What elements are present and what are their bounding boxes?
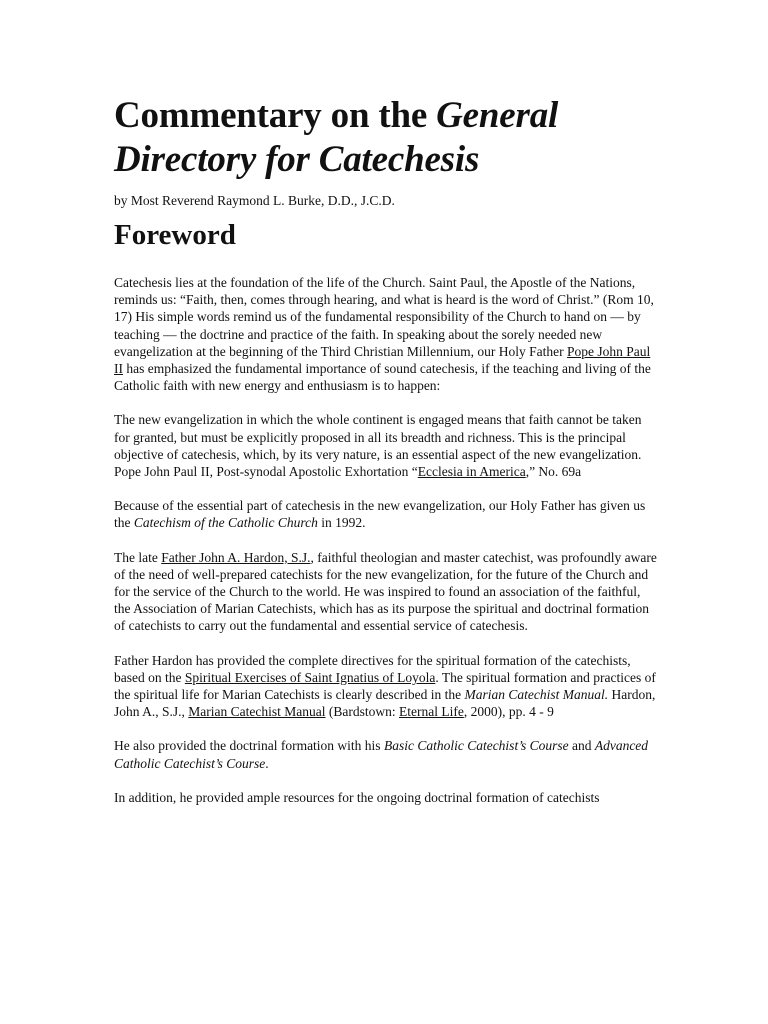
p3-italic: Catechism of the Catholic Church — [133, 515, 318, 531]
document-title — [114, 94, 659, 182]
paragraph-6 — [114, 737, 659, 771]
paragraph-1 — [114, 274, 659, 394]
link-father-john-hardon[interactable]: Father John A. Hardon, S.J. — [161, 549, 311, 565]
p3-text-2: in 1992. — [317, 515, 366, 531]
link-ecclesia-in-america[interactable]: Ecclesia in America — [417, 464, 526, 480]
p5-italic: Marian Catechist Manual. — [464, 687, 609, 703]
title-italic-text: General Directory for Catechesis — [114, 95, 559, 180]
paragraph-5 — [114, 652, 659, 721]
p5-text-4: (Bardstown: — [325, 704, 399, 720]
p5-text-5: , 2000), pp. 4 - 9 — [463, 704, 554, 720]
p2-text-2: ,” No. 69a — [525, 464, 582, 480]
paragraph-3 — [114, 497, 659, 531]
link-spiritual-exercises[interactable]: Spiritual Exercises of Saint Ignatius of Loyola — [184, 669, 436, 685]
p6-text-2: and — [568, 738, 595, 754]
p6-italic-2: Advanced Catholic Catechist’s Course — [114, 738, 649, 771]
link-eternal-life[interactable]: Eternal Life — [399, 704, 464, 720]
link-pope-john-paul-ii[interactable]: Pope John Paul II — [114, 343, 651, 377]
p6-text-1: He also provided the doctrinal formation with his — [114, 738, 384, 754]
paragraph-2 — [114, 411, 659, 480]
p6-text-3: . — [265, 755, 269, 771]
p1-text-1: Catechesis lies at the foundation of the life of the Church. Saint Paul, the Apostle of the Nations, reminds us: “Faith, then, comes through hearing, and what is heard is the word of Christ.” (Rom 10, 17) His simple words remind us of the fundamental responsibility of the Church to hand on — by teaching — the doctrine and practice of the faith. In speaking about the sorely needed new evangelization at the beginning of the Third Christian Millennium, our Holy Father — [114, 275, 654, 359]
p1-text-2: has emphasized the fundamental importance of sound catechesis, if the teaching and living of the Catholic faith with new energy and enthusiasm is to happen: — [114, 361, 651, 394]
p2-text-1: The new evangelization in which the whole continent is engaged means that faith cannot be taken for granted, but must be explicitly proposed in all its breadth and richness. This is the principal objective of catechesis, which, by its very nature, is an essential aspect of the new evangelization. Pope John Paul II, Post-synodal Apostolic Exhortation “ — [114, 412, 642, 480]
p3-text-1: Because of the essential part of catechesis in the new evangelization, our Holy Father has given us the — [114, 498, 646, 531]
p5-text-2: . The spiritual formation and practices of the spiritual life for Marian Catechists is clearly described in the — [114, 669, 656, 703]
paragraph-4 — [114, 549, 659, 635]
link-marian-catechist-manual[interactable]: Marian Catechist Manual — [188, 704, 326, 720]
title-text: Commentary on the — [114, 95, 437, 136]
section-heading-foreword: Foreword — [114, 219, 236, 251]
document-page — [114, 94, 659, 806]
p5-text-3: Hardon, John A., S.J., — [114, 687, 656, 720]
p7-text-1: In addition, he provided ample resources for the ongoing doctrinal formation of catechists — [114, 789, 600, 805]
p4-text-2: , faithful theologian and master catechist, was profoundly aware of the need of well-prepared catechists for the new evangelization, for the future of the Church and for the service of the Church to the world. He was inspired to found an association of the faithful, the Association of Marian Catechists, which has as its purpose the spiritual and doctrinal formation of catechists to carry out the fundamental and essential service of catechesis. — [114, 549, 657, 634]
p4-text-1: The late — [114, 549, 162, 565]
p5-text-1: Father Hardon has provided the complete directives for the spiritual formation of the catechists, based on the — [114, 652, 631, 685]
author-byline: by Most Reverend Raymond L. Burke, D.D., J.C.D. — [114, 193, 395, 208]
paragraph-7 — [114, 789, 659, 806]
p6-italic-1: Basic Catholic Catechist’s Course — [383, 738, 569, 754]
